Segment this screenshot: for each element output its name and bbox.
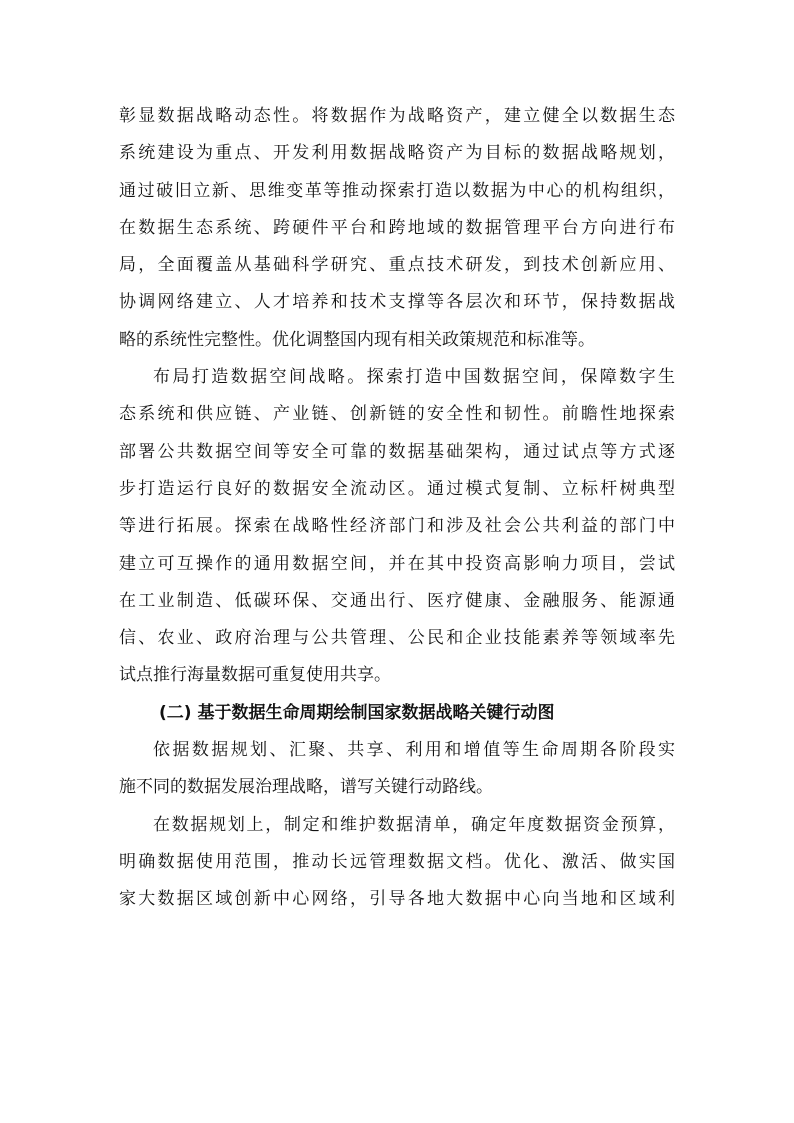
text-line: 略的系统性完整性。优化调整国内现有相关政策规范和标准等。: [119, 329, 595, 350]
text-line: 在数据生态系统、跨硬件平台和跨地域的数据管理平台方向进行布: [119, 217, 675, 238]
text-line: 彰显数据战略动态性。将数据作为战略资产，建立健全以数据生态: [119, 106, 675, 126]
text-line: 局，全面覆盖从基础科学研究、重点技术研发，到技术创新应用、: [119, 255, 675, 276]
paragraph-data-planning: [119, 807, 675, 919]
text-line: 布局打造数据空间战略。探索打造中国数据空间，保障数字生: [153, 367, 675, 388]
paragraph-data-strategy-dynamics: [119, 98, 675, 359]
text-line: 部署公共数据空间等安全可靠的数据基础架构，通过试点等方式逐: [119, 441, 675, 462]
document-body: [119, 98, 675, 919]
text-line: 在数据规划上，制定和维护数据清单，确定年度数据资金预算，: [153, 814, 675, 835]
text-line: 明确数据使用范围，推动长远管理数据文档。优化、激活、做实国: [119, 851, 675, 872]
text-line: 依据数据规划、汇聚、共享、利用和增值等生命周期各阶段实: [153, 740, 675, 761]
text-line: 协调网络建立、人才培养和技术支撑等各层次和环节，保持数据战: [119, 292, 675, 313]
text-line: 施不同的数据发展治理战略，谱写关键行动路线。: [119, 777, 493, 798]
text-line: 家大数据区域创新中心网络，引导各地大数据中心向当地和区域利: [119, 889, 675, 910]
text-line: 在工业制造、低碳环保、交通出行、医疗健康、金融服务、能源通: [119, 590, 675, 611]
text-line: 态系统和供应链、产业链、创新链的安全性和韧性。前瞻性地探索: [119, 404, 675, 425]
text-line: 试点推行海量数据可重复使用共享。: [119, 665, 391, 686]
text-line: 系统建设为重点、开发利用数据战略资产为目标的数据战略规划，: [119, 143, 675, 164]
text-line: 信、农业、政府治理与公共管理、公民和企业技能素养等领域率先: [119, 628, 675, 649]
text-line: 建立可互操作的通用数据空间，并在其中投资高影响力项目，尝试: [119, 553, 675, 574]
section-heading: (二) 基于数据生命周期绘制国家数据战略关键行动图: [159, 702, 555, 723]
text-line: 步打造运行良好的数据安全流动区。通过模式复制、立标杆树典型: [119, 478, 675, 499]
paragraph-lifecycle-intro: [119, 732, 675, 807]
text-line: 等进行拓展。探索在战略性经济部门和涉及社会公共利益的部门中: [119, 516, 675, 537]
text-line: 通过破旧立新、思维变革等推动探索打造以数据为中心的机构组织，: [119, 180, 675, 201]
paragraph-data-space-strategy: [119, 359, 675, 695]
